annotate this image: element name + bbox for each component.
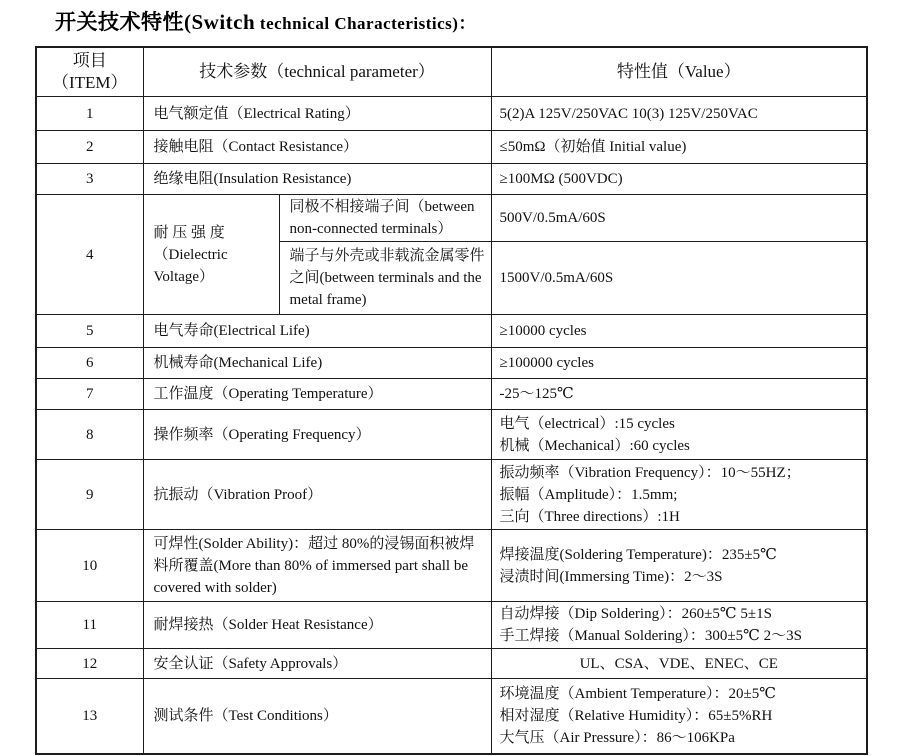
value-cell: -25～125℃ (491, 379, 867, 410)
sub-parameter-cell: 端子与外壳或非载流金属零件之间(between terminals and the metal frame) (279, 242, 491, 315)
col-header-item (36, 47, 143, 97)
value-line: 电气（electrical）:15 cycles (499, 415, 675, 432)
parameter-line: Voltage） (153, 268, 215, 285)
parameter-cell: 安全认证（Safety Approvals） (143, 649, 491, 679)
value-cell: 5(2)A 125V/250VAC 10(3) 125V/250VAC (491, 97, 867, 131)
item-number: 2 (36, 131, 143, 164)
value-cell (491, 460, 867, 530)
col-header-item-line1: 项目 (72, 51, 107, 70)
value-line: 自动焊接（Dip Soldering）：260±5℃ 5±1S (499, 606, 772, 622)
table-row-6 (36, 348, 867, 379)
table-row-8 (36, 410, 867, 460)
value-cell (491, 679, 867, 754)
col-header-value: 特性值（Value） (491, 47, 867, 97)
page-title-sub: technical Characteristics)： (255, 14, 476, 33)
item-number: 11 (36, 602, 143, 649)
value-line: 环境温度（Ambient Temperature）：20±5℃ (499, 685, 777, 702)
col-header-item-line2: （ITEM） (51, 73, 128, 92)
value-cell: ≤50mΩ（初始值 Initial value) (491, 131, 867, 164)
parameter-line: 耐 压 强 度 (153, 224, 225, 241)
table-row-10 (36, 530, 867, 602)
value-cell: ≥100000 cycles (491, 348, 867, 379)
page-title (55, 6, 900, 36)
item-number: 12 (36, 649, 143, 679)
table-row-13 (36, 679, 867, 754)
value-cell: ≥10000 cycles (491, 315, 867, 348)
value-cell (491, 410, 867, 460)
parameter-cell-dielectric (143, 195, 279, 315)
col-header-parameter: 技术参数（technical parameter） (143, 47, 491, 97)
item-number: 7 (36, 379, 143, 410)
value-line: 振动频率（Vibration Frequency）：10～55HZ； (499, 464, 801, 481)
spec-table (35, 46, 868, 755)
value-line: 焊接温度(Soldering Temperature)：235±5℃ (499, 546, 777, 563)
item-number: 3 (36, 164, 143, 195)
value-line: 大气压（Air Pressure）：86～106KPa (499, 729, 735, 746)
value-cell: UL、CSA、VDE、ENEC、CE (491, 649, 867, 679)
item-number: 9 (36, 460, 143, 530)
item-number: 4 (36, 195, 143, 315)
sub-parameter-cell: 同极不相接端子间（between non-connected terminals） (279, 195, 491, 242)
parameter-cell: 绝缘电阻(Insulation Resistance) (143, 164, 491, 195)
table-header-row (36, 47, 867, 97)
item-number: 6 (36, 348, 143, 379)
table-row-11 (36, 602, 867, 649)
value-cell: 500V/0.5mA/60S (491, 195, 867, 242)
parameter-cell: 机械寿命(Mechanical Life) (143, 348, 491, 379)
table-row-1 (36, 97, 867, 131)
page-title-main: 开关技术特性(Switch (55, 10, 256, 34)
value-cell: 1500V/0.5mA/60S (491, 242, 867, 315)
item-number: 1 (36, 97, 143, 131)
value-line: 三向（Three directions）:1H (499, 508, 680, 525)
value-line: 浸渍时间(Immersing Time)：2～3S (499, 568, 723, 585)
item-number: 5 (36, 315, 143, 348)
table-row-12 (36, 649, 867, 679)
table-row-9 (36, 460, 867, 530)
value-cell: ≥100MΩ (500VDC) (491, 164, 867, 195)
parameter-cell: 操作频率（Operating Frequency） (143, 410, 491, 460)
value-cell (491, 530, 867, 602)
table-row-3 (36, 164, 867, 195)
parameter-cell: 抗振动（Vibration Proof） (143, 460, 491, 530)
table-row-2 (36, 131, 867, 164)
item-number: 8 (36, 410, 143, 460)
parameter-cell: 工作温度（Operating Temperature） (143, 379, 491, 410)
document-page (0, 6, 900, 755)
parameter-cell: 接触电阻（Contact Resistance） (143, 131, 491, 164)
item-number: 10 (36, 530, 143, 602)
item-number: 13 (36, 679, 143, 754)
table-row-4a (36, 195, 867, 242)
parameter-cell: 可焊性(Solder Ability)：超过 80%的浸锡面积被焊料所覆盖(More than 80% of immersed part shall be covered with solder) (143, 530, 491, 602)
parameter-cell: 电气寿命(Electrical Life) (143, 315, 491, 348)
value-line: 机械（Mechanical）:60 cycles (499, 437, 690, 454)
value-line: 相对湿度（Relative Humidity）：65±5%RH (499, 707, 773, 724)
parameter-cell: 测试条件（Test Conditions） (143, 679, 491, 754)
table-row-5 (36, 315, 867, 348)
parameter-cell: 电气额定值（Electrical Rating） (143, 97, 491, 131)
table-row-7 (36, 379, 867, 410)
parameter-cell: 耐焊接热（Solder Heat Resistance） (143, 602, 491, 649)
value-line: 手工焊接（Manual Soldering）：300±5℃ 2～3S (499, 628, 803, 644)
value-cell (491, 602, 867, 649)
value-line: 振幅（Amplitude）：1.5mm; (499, 486, 678, 503)
parameter-line: （Dielectric (153, 246, 228, 263)
